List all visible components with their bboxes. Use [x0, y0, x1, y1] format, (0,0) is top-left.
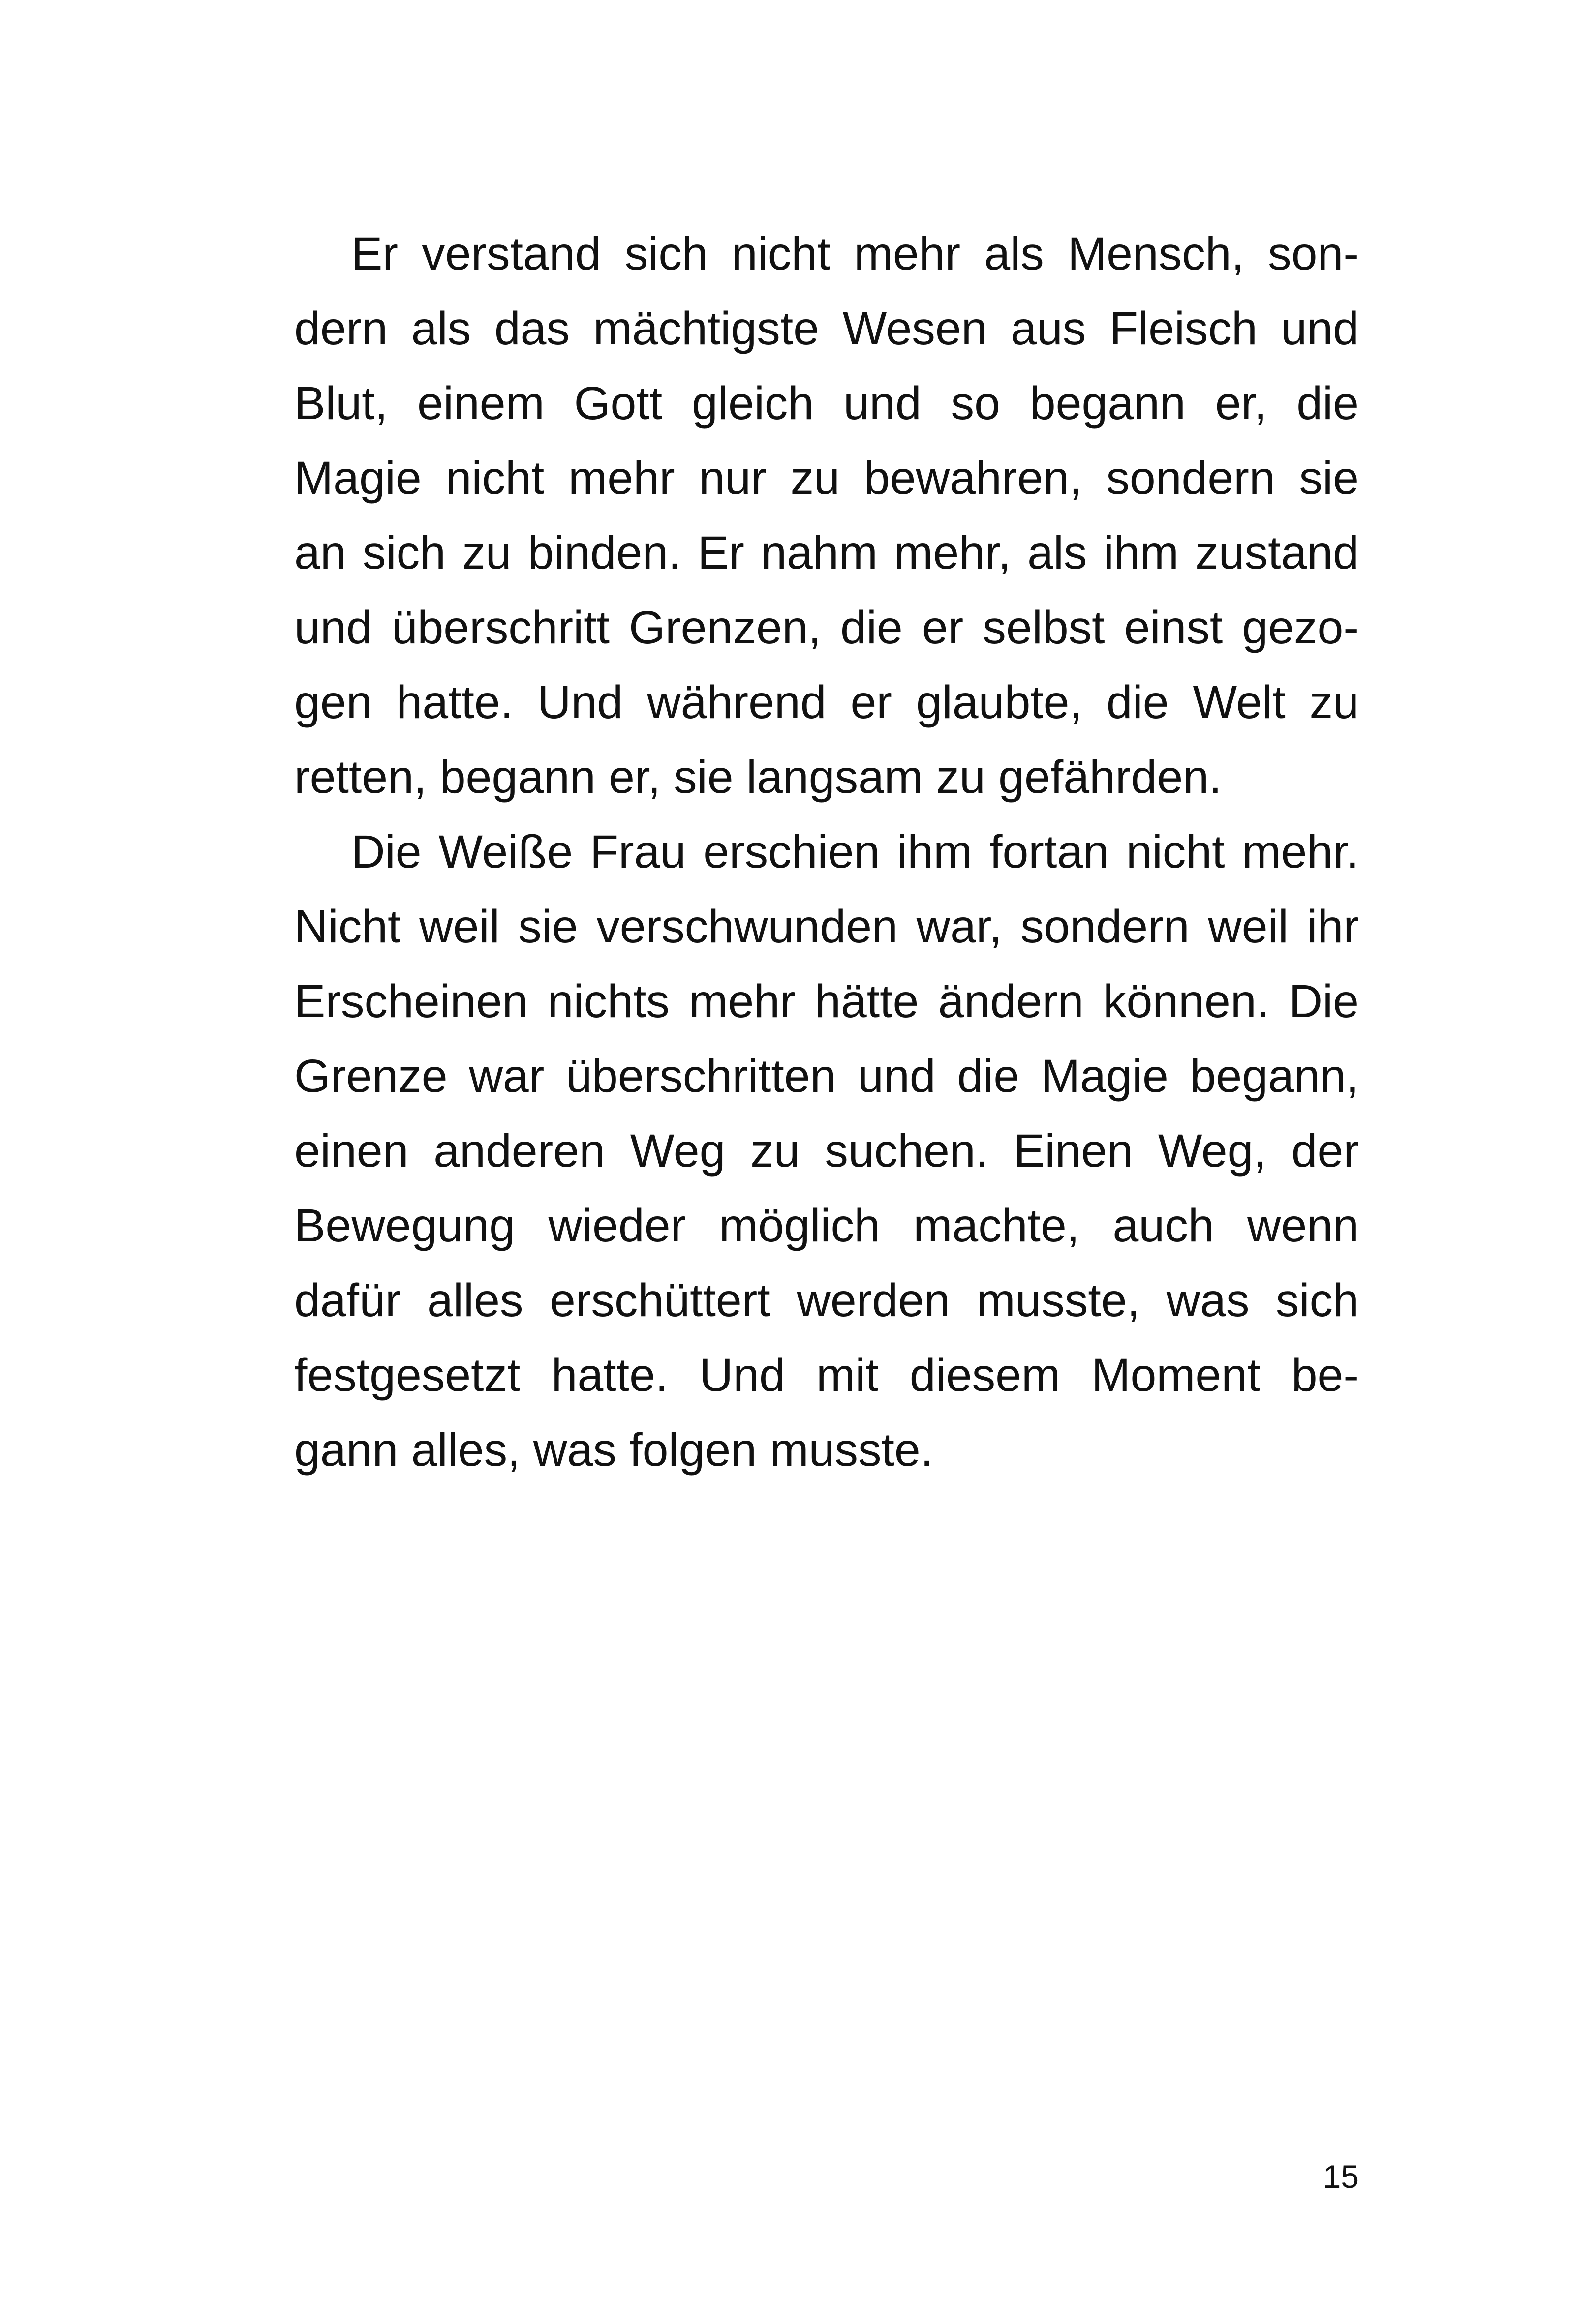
text-line: gann alles, was folgen musste. — [294, 1424, 934, 1476]
text-line: Bewegung wieder möglich machte, auch wenn — [294, 1200, 1359, 1252]
text-line: Blut, einem Gott gleich und so begann er, die — [294, 377, 1359, 429]
text-line: einen anderen Weg zu suchen. Einen Weg, der — [294, 1125, 1359, 1177]
text-line: dafür alles erschüttert werden musste, was sich — [294, 1274, 1359, 1327]
text-line: festgesetzt hatte. Und mit diesem Moment be- — [294, 1349, 1359, 1401]
paragraph-2 — [294, 815, 1359, 1487]
text-line: an sich zu binden. Er nahm mehr, als ihm zustand — [294, 527, 1359, 579]
paragraph-1 — [294, 216, 1359, 815]
text-line: Grenze war überschritten und die Magie begann, — [294, 1050, 1359, 1102]
text-line: retten, begann er, sie langsam zu gefährden. — [294, 751, 1222, 803]
text-line: gen hatte. Und während er glaubte, die Welt zu — [294, 676, 1359, 728]
text-line: Nicht weil sie verschwunden war, sondern weil ihr — [294, 901, 1359, 953]
text-line: Die Weiße Frau erschien ihm fortan nicht mehr. — [351, 826, 1359, 878]
body-text — [294, 216, 1359, 1487]
text-line: dern als das mächtigste Wesen aus Fleisch und — [294, 302, 1359, 355]
text-line: Erscheinen nichts mehr hätte ändern können. Die — [294, 975, 1359, 1027]
text-line: Er verstand sich nicht mehr als Mensch, son- — [351, 228, 1359, 280]
text-line: Magie nicht mehr nur zu bewahren, sondern sie — [294, 452, 1359, 504]
page-number: 15 — [1323, 2158, 1359, 2195]
text-line: und überschritt Grenzen, die er selbst einst gezo- — [294, 602, 1359, 654]
